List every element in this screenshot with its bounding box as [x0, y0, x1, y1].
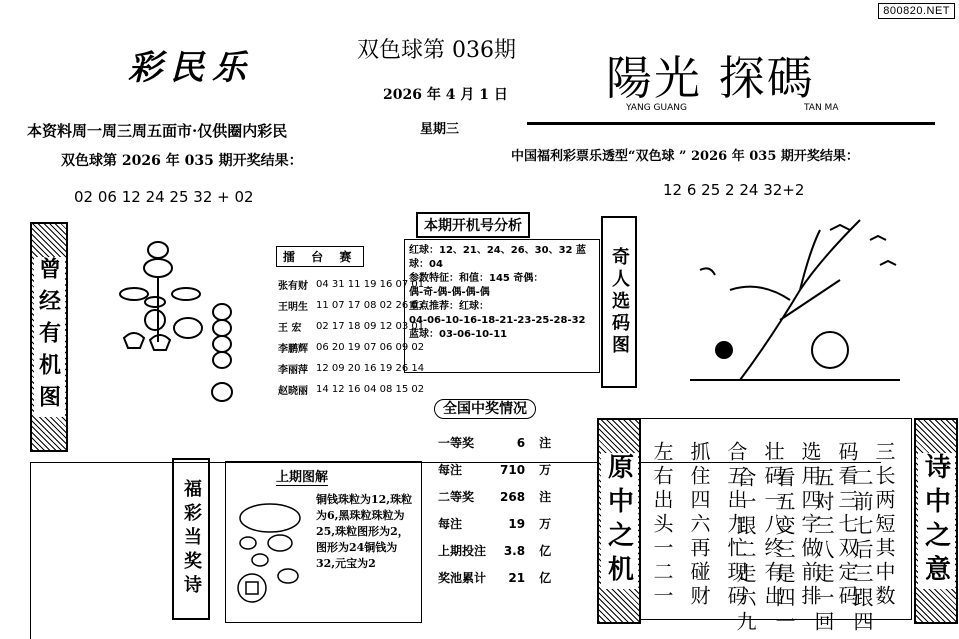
- analysis-line: 红球：12、21、24、26、30、32 蓝: [409, 245, 586, 256]
- tanma-pinyin: TAN MA: [804, 103, 839, 113]
- analysis-line: 偶-奇-偶-偶-偶-偶: [409, 287, 490, 298]
- header-divider: [527, 122, 935, 125]
- left-tall-title: 原中之机: [601, 453, 638, 589]
- analysis-line: 蓝球：03-06-10-11: [409, 329, 508, 340]
- arena-numbers: 14 12 16 04 08 15 02: [316, 384, 425, 395]
- arena-name: 李丽萍: [278, 365, 308, 376]
- prizes-title-text: 全国中奖情况: [434, 399, 536, 419]
- last-diagram-title: 上期图解: [276, 466, 328, 486]
- prize-unit: 注: [539, 490, 552, 504]
- arena-name: 王 宏: [278, 323, 302, 334]
- arena-numbers: 12 09 20 16 19 26 14: [316, 363, 425, 374]
- issue-title: 双色球第 036期: [357, 38, 516, 63]
- arena-name: 赵晓丽: [278, 386, 308, 397]
- poem-line: 壮码一八终有出: [761, 441, 785, 609]
- poem-line: 二前七后三跟四: [850, 467, 874, 635]
- right-tall-box: [914, 418, 958, 624]
- fucai-title: 福彩当奖诗: [181, 479, 202, 599]
- left-notice: 本资料周一周三周五面市·仅供圈内彩民: [27, 122, 288, 140]
- arena-numbers: 06 20 19 07 06 09 02: [316, 342, 425, 353]
- poem-line: 抓住四六再碰财: [687, 441, 711, 609]
- analysis-line: 参数特征：和值：145 奇偶：: [409, 273, 544, 284]
- prize-unit: 万: [539, 517, 552, 531]
- arena-row: [274, 379, 428, 400]
- prize-value: 6: [516, 435, 526, 450]
- arena-title-text: 擂 台 赛: [276, 246, 364, 267]
- analysis-box: [404, 239, 600, 373]
- arena-title: [276, 246, 364, 267]
- prize-unit: 亿: [539, 544, 552, 558]
- tree-illustration: [680, 210, 920, 390]
- poem-line: 码看三七双定码: [835, 441, 859, 609]
- prize-label: 奖池累计: [438, 571, 487, 585]
- analysis-line: 04-06-10-16-18-21-23-25-28-32: [409, 315, 586, 326]
- left-vertical-title: 曾经有机图: [34, 257, 65, 417]
- left-result-label: 双色球第 2026 年 035 期开奖结果：: [61, 153, 303, 169]
- poem-line: 合五出九忙现码: [724, 441, 748, 609]
- prize-unit: 亿: [539, 571, 552, 585]
- poem-line: 五对三八走一回: [811, 467, 835, 635]
- right-result-numbers: 12 6 25 2 24 32+2: [663, 181, 805, 199]
- site-watermark: 800820.NET: [878, 3, 955, 19]
- coin-illustration: [110, 232, 250, 412]
- prize-label: 每注: [438, 517, 463, 531]
- last-diagram-text: 铜钱珠粒为12,珠粒为6,黑珠粒珠粒为25,珠粒图形为2，图形为24铜钱为32,元宝为2: [316, 493, 413, 570]
- left-result-numbers: 02 06 12 24 25 32 + 02: [74, 188, 254, 206]
- right-poem: [0, 441, 899, 609]
- poem-line: 左右出头一二一: [650, 441, 674, 609]
- issue-weekday: 星期三: [420, 122, 460, 137]
- prize-unit: 万: [539, 463, 552, 477]
- arena-name: 李鹏辉: [278, 344, 308, 355]
- issue-date: 2026 年 4 月 1 日: [383, 87, 508, 103]
- arena-name: 张有财: [278, 281, 308, 292]
- poem-line: 看五变三是四一: [772, 467, 796, 635]
- prize-label: 上期投注: [438, 544, 487, 558]
- right-poem-box: [640, 418, 912, 620]
- prize-label: 每注: [438, 463, 463, 477]
- poem-line: 三长两短其中数: [872, 441, 896, 609]
- prize-value: 21: [508, 570, 526, 585]
- arena-numbers: 11 07 17 08 02 26 03: [316, 300, 425, 311]
- prize-label: 二等奖: [438, 490, 475, 504]
- arena-numbers: 02 17 18 09 12 03 01: [316, 321, 425, 332]
- caiminle-logo: 彩民乐: [128, 48, 254, 88]
- right-tall-title: 诗中之意: [918, 453, 955, 589]
- left-vertical-title-box: [30, 222, 68, 452]
- analysis-line: 球：04: [409, 259, 443, 270]
- prize-value: 3.8: [503, 543, 526, 558]
- poem-line: 选用四字做前排: [798, 441, 822, 609]
- analysis-line: 重点推荐：红球：: [409, 301, 489, 312]
- prizes-title: [434, 398, 536, 418]
- right-result-label: 中国福利彩票乐透型“双色球 ” 2026 年 035 期开奖结果：: [511, 149, 859, 164]
- prize-label: 一等奖: [438, 436, 475, 450]
- arena-numbers: 04 31 11 19 16 07 01: [316, 279, 425, 290]
- prize-value: 19: [508, 516, 526, 531]
- analysis-title: 本期开机号分析: [416, 212, 530, 238]
- yangguang-logo: 陽光 探碼: [606, 51, 815, 105]
- arena-name: 王明生: [278, 302, 308, 313]
- prize-unit: 注: [539, 436, 552, 450]
- prize-value: 268: [500, 489, 526, 504]
- qiren-box: [601, 216, 637, 388]
- prize-value: 710: [500, 462, 526, 477]
- poem-line: 合一跟二走六九: [733, 467, 757, 635]
- yangguang-pinyin: YANG GUANG: [626, 103, 687, 113]
- qiren-title: 奇人选码图: [609, 247, 630, 357]
